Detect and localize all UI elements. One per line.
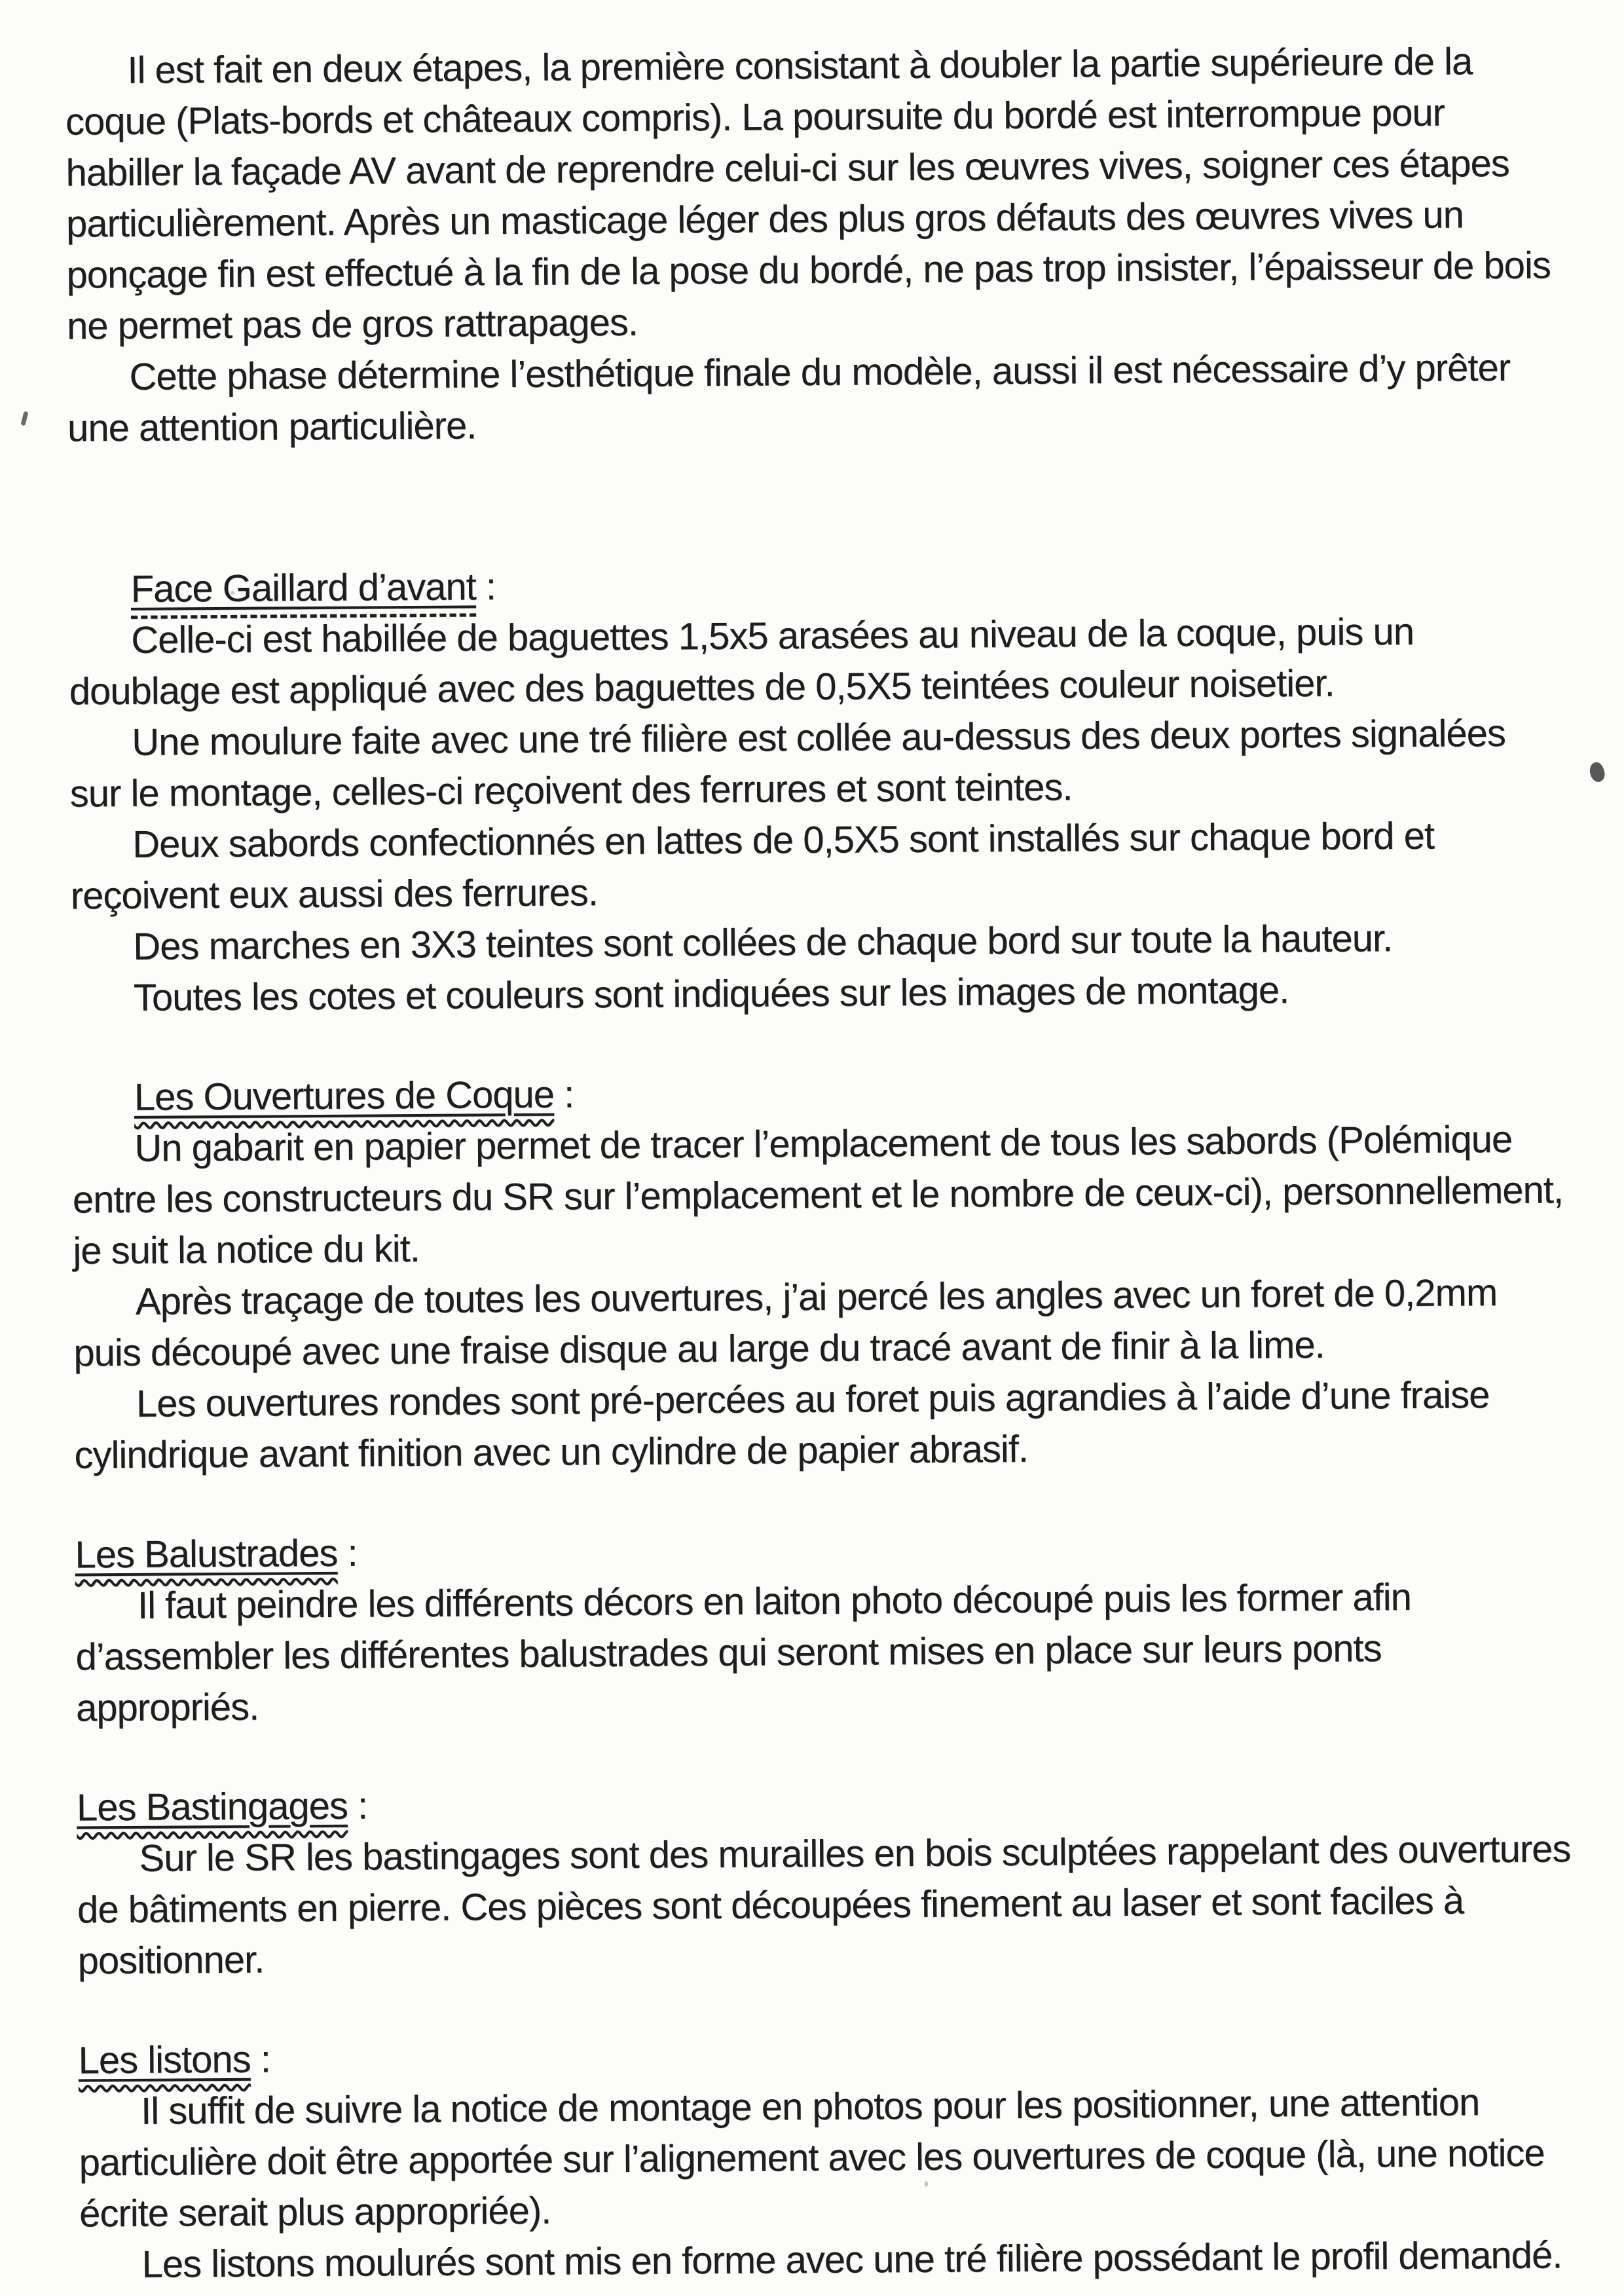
heading-underline-dashed: Face Gaillard d’avant — [130, 565, 476, 610]
paragraph-moulded-listons: Les listons moulurés sont mis en forme avec une tré filière possédant le profil demandé. — [141, 2233, 1562, 2286]
paragraph-listons-alignment: Il suffit de suivre la notice de montage en photos pour les positionner, une attention particulière doit être apportée sur l’alignement avec les ouvertures de coque (là, une notice écrite serait plus appropriée). — [79, 2081, 1545, 2235]
paragraph-moulding-doors: Une moulure faite avec une tré filière est collée au-dessus des deux portes signalées sur le montage, celles-ci reçoivent des ferrures et sont teintes. — [69, 711, 1506, 815]
heading-face-gaillard-avant — [68, 554, 1564, 615]
heading-underline-wavy: Les Balustrades — [75, 1531, 338, 1577]
heading-les-listons — [78, 2025, 1574, 2086]
heading-underline-wavy: Les Bastingages — [76, 1784, 348, 1829]
heading-colon: : — [553, 1073, 574, 1116]
heading-underline-solid — [75, 1532, 337, 1577]
paragraph-final-aesthetic: Cette phase détermine l’esthétique finale du modèle, aussi il est nécessaire d’y prêter une attention particulière. — [67, 346, 1511, 450]
scan-speck — [925, 2181, 928, 2187]
paragraph-round-openings: Les ouvertures rondes sont pré-percées au foret puis agrandies à l’aide d’une fraise cylindrique avant finition avec un cylindre de papier abrasif. — [74, 1373, 1490, 1477]
paragraph-dimensions-colors: Toutes les cotes et couleurs sont indiquées sur les images de montage. — [133, 969, 1289, 1019]
paragraph-paper-template: Un gabarit en papier permet de tracer l’emplacement de tous les sabords (Polémique entre les constructeurs du SR sur l’emplacement et le nombre de ceux-ci), personnellement, je suit la notice du kit. — [72, 1117, 1564, 1273]
paragraph-drilling-angles: Après traçage de toutes les ouvertures, j’ai percé les angles avec un foret de 0,2mm puis découpé avec une fraise disque au large du tracé avant de finir à la lime. — [73, 1271, 1498, 1375]
heading-ouvertures-de-coque — [72, 1062, 1568, 1123]
heading-colon: : — [250, 2038, 271, 2081]
heading-colon: : — [475, 565, 496, 608]
paragraph-brass-decors: Il faut peindre les différents décors en laiton photo découpé puis les former afin d’assembler les différentes balustrades qui seront mises en place sur leurs ponts appropriés. — [75, 1575, 1412, 1730]
scan-speck — [231, 591, 234, 595]
heading-underline-solid — [130, 565, 475, 610]
paragraph-hull-planking: Il est fait en deux étapes, la première consistant à doubler la partie supérieure de la coque (Plats-bords et châteaux compris). La poursuite du bordé est interrompue pour habiller la façade AV avant de reprendre celui-ci sur les œuvres vives, soigner ces étapes particulièrement. Après un masticage léger des plus gros défauts des œuvres vives un ponçage fin est effectué à la fin de la pose du bordé, ne pas trop insister, l’épaisseur de bois ne permet pas de gros rattrapages. — [65, 40, 1551, 348]
paragraph-steps-3x3: Des marches en 3X3 teintes sont collées de chaque bord sur toute la hauteur. — [133, 917, 1393, 968]
paragraph-two-gunports: Deux sabords confectionnés en lattes de 0,5X5 sont installés sur chaque bord et reçoivent eux aussi des ferrures. — [70, 814, 1435, 918]
heading-underline-solid — [78, 2038, 250, 2082]
heading-colon: : — [337, 1531, 358, 1575]
paragraph-forecastle-battens: Celle-ci est habillée de baguettes 1,5x5 arasées au niveau de la coque, puis un doublage est appliqué avec des baguettes de 0,5X5 teintées couleur noisetier. — [69, 610, 1414, 713]
heading-underline-solid — [77, 1785, 348, 1829]
heading-underline-wavy: Les Ouvertures de Coque — [134, 1073, 555, 1119]
heading-les-bastingages — [77, 1772, 1572, 1833]
heading-les-balustrades — [75, 1520, 1570, 1580]
heading-colon: : — [347, 1784, 368, 1827]
heading-underline-solid — [134, 1073, 555, 1119]
heading-underline-wavy: Les listons — [78, 2038, 251, 2082]
paragraph-carved-bulwarks: Sur le SR les bastingages sont des murailles en bois sculptées rappelant des ouvertures de bâtiments en pierre. Ces pièces sont découpées finement au laser et sont faciles à positionner. — [77, 1827, 1571, 1983]
